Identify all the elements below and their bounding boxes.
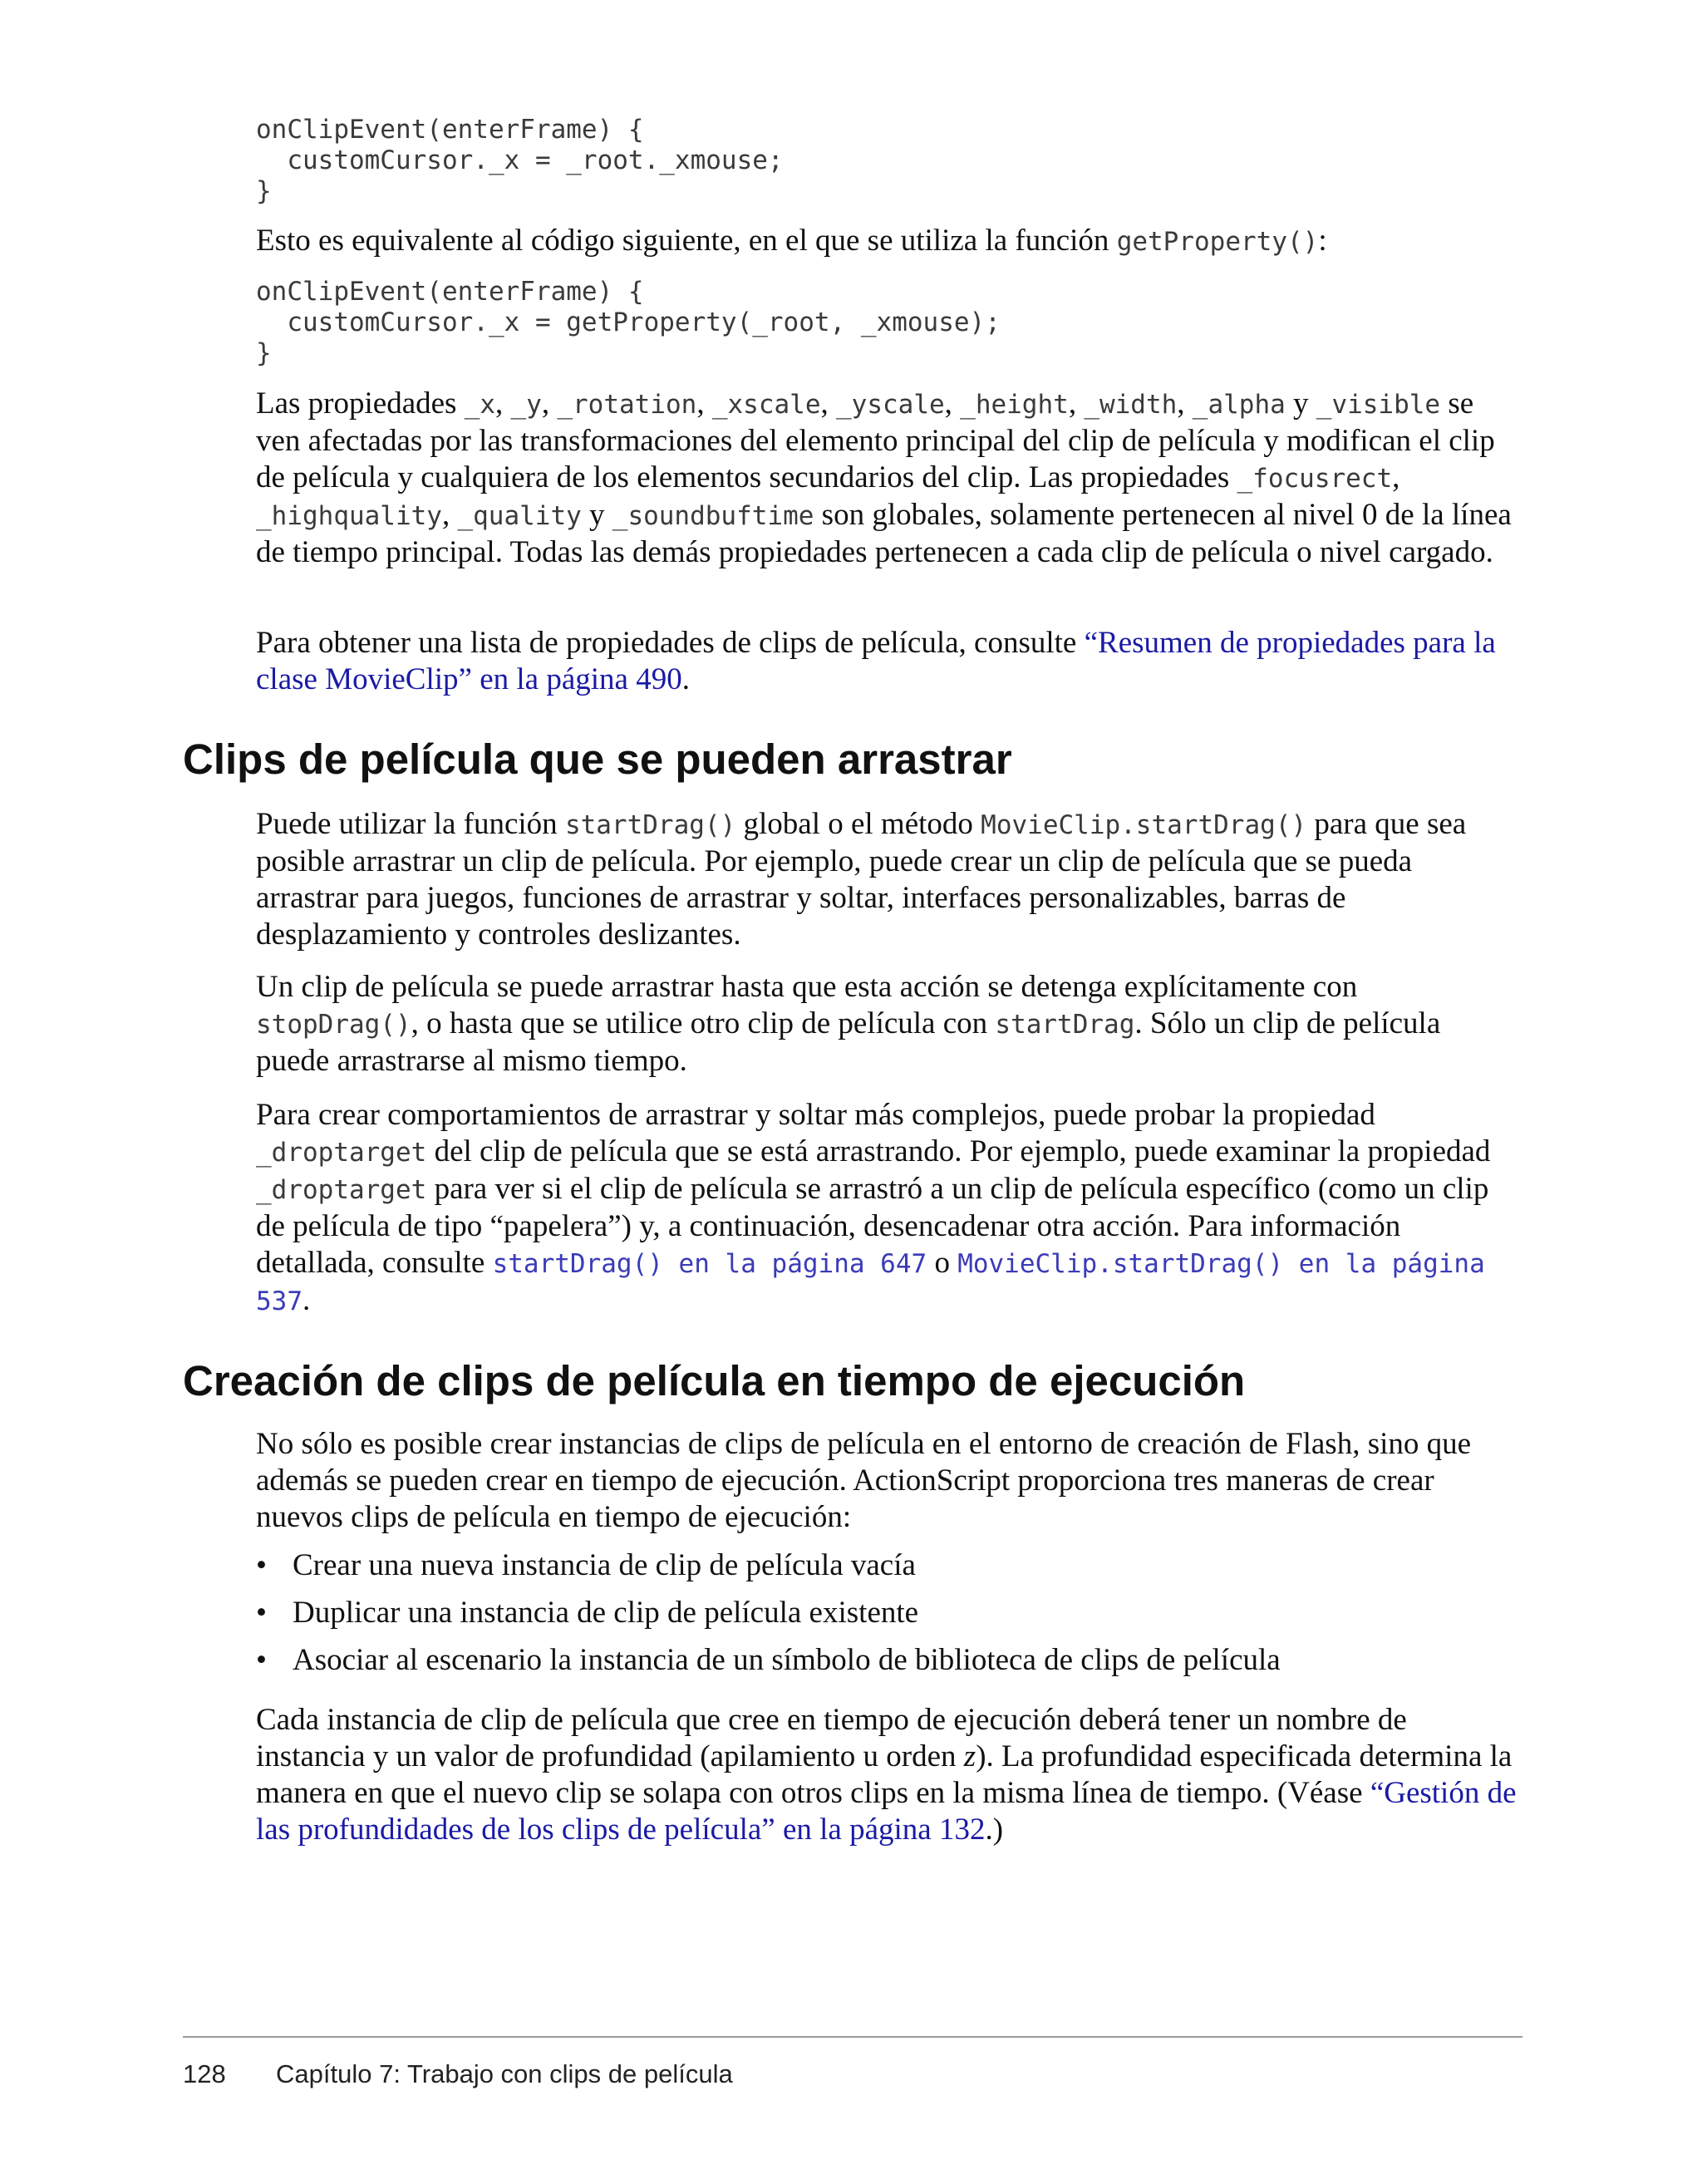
text: global o el método — [735, 807, 981, 841]
inline-code: _width — [1084, 390, 1178, 420]
inline-code: startDrag() — [564, 810, 736, 840]
text: , — [696, 386, 712, 421]
section-heading-draggable: Clips de película que se pueden arrastrar — [183, 735, 1012, 783]
section-heading-runtime: Creación de clips de película en tiempo de ejecución — [183, 1357, 1246, 1404]
text: Puede utilizar la función — [256, 807, 565, 841]
inline-code: stopDrag() — [256, 1010, 411, 1040]
link-movieclip-properties[interactable]: “Resumen de propiedades para la clase MovieClip” en la página 490 — [256, 626, 1496, 696]
text: .) — [985, 1813, 1004, 1847]
code-line: } — [256, 176, 272, 206]
page-number: 128 — [183, 2059, 226, 2088]
text: . — [681, 662, 690, 696]
text: . — [303, 1283, 311, 1317]
page-footer — [183, 2058, 733, 2091]
text: , — [944, 386, 961, 421]
code-block-2 — [256, 277, 1519, 369]
paragraph-stopdrag — [256, 969, 1519, 1080]
inline-code: _yscale — [836, 390, 945, 420]
text: y — [1285, 386, 1316, 421]
inline-code: _soundbuftime — [612, 501, 814, 531]
paragraph-properties — [256, 386, 1519, 571]
bullet-icon: • — [256, 1643, 267, 1677]
text: Cada instancia de clip de película que cree en tiempo de ejecución deberá tener un nombre de instancia y un valor de profundidad (apilamiento u orden — [256, 1703, 1407, 1773]
link-movieclip-startdrag[interactable]: MovieClip.startDrag() en la página 537 — [256, 1249, 1485, 1316]
text: para ver si el clip de película se arrastró a un clip de película específico (como un clip de película de tipo “papelera”) y, a continuación, desencadenar otra acción. Para información detallada, consulte — [256, 1172, 1489, 1280]
inline-code: _focusrect — [1237, 464, 1393, 494]
paragraph-runtime-intro: No sólo es posible crear instancias de clips de película en el entorno de creación de Flash, sino que además se pueden crear en tiempo de ejecución. ActionScript proporciona tres maneras de crear nuevos clips de película en tiempo de ejecución: — [256, 1427, 1472, 1534]
list-item — [256, 1547, 1519, 1584]
text: , — [1392, 460, 1400, 494]
text: son globales, solamente pertenecen al nivel 0 de la línea de tiempo principal. Todas las demás propiedades pertenecen a cada clip de película o nivel cargado. — [256, 498, 1512, 569]
chapter-title: Capítulo 7: Trabajo con clips de película — [276, 2059, 733, 2088]
list-item-text: Duplicar una instancia de clip de película existente — [293, 1596, 919, 1630]
inline-code: _y — [510, 390, 542, 420]
paragraph-droptarget — [256, 1097, 1519, 1320]
text: y — [581, 498, 612, 532]
text: Un clip de película se puede arrastrar hasta que esta acción se detenga explícitamente con — [256, 970, 1358, 1004]
inline-code: _highquality — [256, 501, 442, 531]
link-depth-management[interactable]: “Gestión de las profundidades de los clips de película” en la página 132 — [256, 1776, 1517, 1847]
list-item-text: Asociar al escenario la instancia de un símbolo de biblioteca de clips de película — [293, 1643, 1281, 1677]
paragraph-depth — [256, 1702, 1519, 1848]
text: Para crear comportamientos de arrastrar y soltar más complejos, puede probar la propiedad — [256, 1098, 1375, 1132]
bullet-icon: • — [256, 1548, 267, 1582]
code-line: customCursor._x = _root._xmouse; — [256, 145, 784, 175]
text: : — [1318, 224, 1327, 258]
inline-code: _alpha — [1192, 390, 1286, 420]
code-line: customCursor._x = getProperty(_root, _xmouse); — [256, 307, 1001, 337]
inline-code: MovieClip.startDrag() — [981, 810, 1307, 840]
text: . Sólo un clip de película puede arrastrarse al mismo tiempo. — [256, 1006, 1441, 1078]
inline-code: _droptarget — [256, 1138, 427, 1168]
paragraph-property-list — [256, 625, 1519, 698]
inline-code: _rotation — [557, 390, 697, 420]
inline-code: _droptarget — [256, 1175, 427, 1205]
text: , — [495, 386, 511, 421]
text: del clip de película que se está arrastrando. Por ejemplo, puede examinar la propiedad — [426, 1134, 1491, 1168]
inline-code: _x — [464, 390, 496, 420]
list-item — [256, 1642, 1519, 1679]
inline-code: _xscale — [711, 390, 821, 420]
bullet-list — [256, 1547, 1519, 1690]
inline-code: _visible — [1316, 390, 1441, 420]
code-line: onClipEvent(enterFrame) { — [256, 115, 644, 145]
list-item-text: Crear una nueva instancia de clip de película vacía — [293, 1548, 916, 1582]
text: , — [1177, 386, 1193, 421]
text: se ven afectadas por las transformaciones del elemento principal del clip de película y modifican el clip de película y cualquiera de los elementos secundarios del clip. Las propiedades — [256, 386, 1495, 494]
text: o — [927, 1246, 958, 1280]
text: Las propiedades — [256, 386, 465, 421]
inline-code: startDrag — [995, 1010, 1135, 1040]
text: , — [1068, 386, 1085, 421]
code-block-1 — [256, 115, 1519, 207]
text: , — [820, 386, 836, 421]
text: , o hasta que se utilice otro clip de película con — [411, 1006, 996, 1040]
text: para que sea posible arrastrar un clip de película. Por ejemplo, puede crear un clip de película que se pueda arrastrar para juegos, funciones de arrastrar y soltar, interfaces personalizables, barras de desplazamiento y controles deslizantes. — [256, 807, 1467, 952]
code-line: } — [256, 338, 272, 368]
text: Para obtener una lista de propiedades de clips de película, consulte — [256, 626, 1085, 660]
paragraph-equivalent — [256, 223, 1519, 260]
footer-rule — [183, 2036, 1522, 2038]
paragraph-startdrag — [256, 806, 1519, 953]
text: Esto es equivalente al código siguiente, en el que se utiliza la función — [256, 224, 1117, 258]
italic-z: z — [963, 1739, 976, 1773]
link-startdrag[interactable]: startDrag() en la página 647 — [492, 1249, 927, 1279]
list-item — [256, 1595, 1519, 1631]
text: ). La profundidad especificada determina la manera en que el nuevo clip se solapa con otros clips en la misma línea de tiempo. (Véase — [256, 1739, 1513, 1810]
inline-code: getProperty() — [1116, 227, 1319, 257]
inline-code: _height — [960, 390, 1069, 420]
code-line: onClipEvent(enterFrame) { — [256, 277, 644, 307]
bullet-icon: • — [256, 1596, 267, 1630]
inline-code: _quality — [457, 501, 582, 531]
text: , — [541, 386, 558, 421]
text: , — [441, 498, 458, 532]
